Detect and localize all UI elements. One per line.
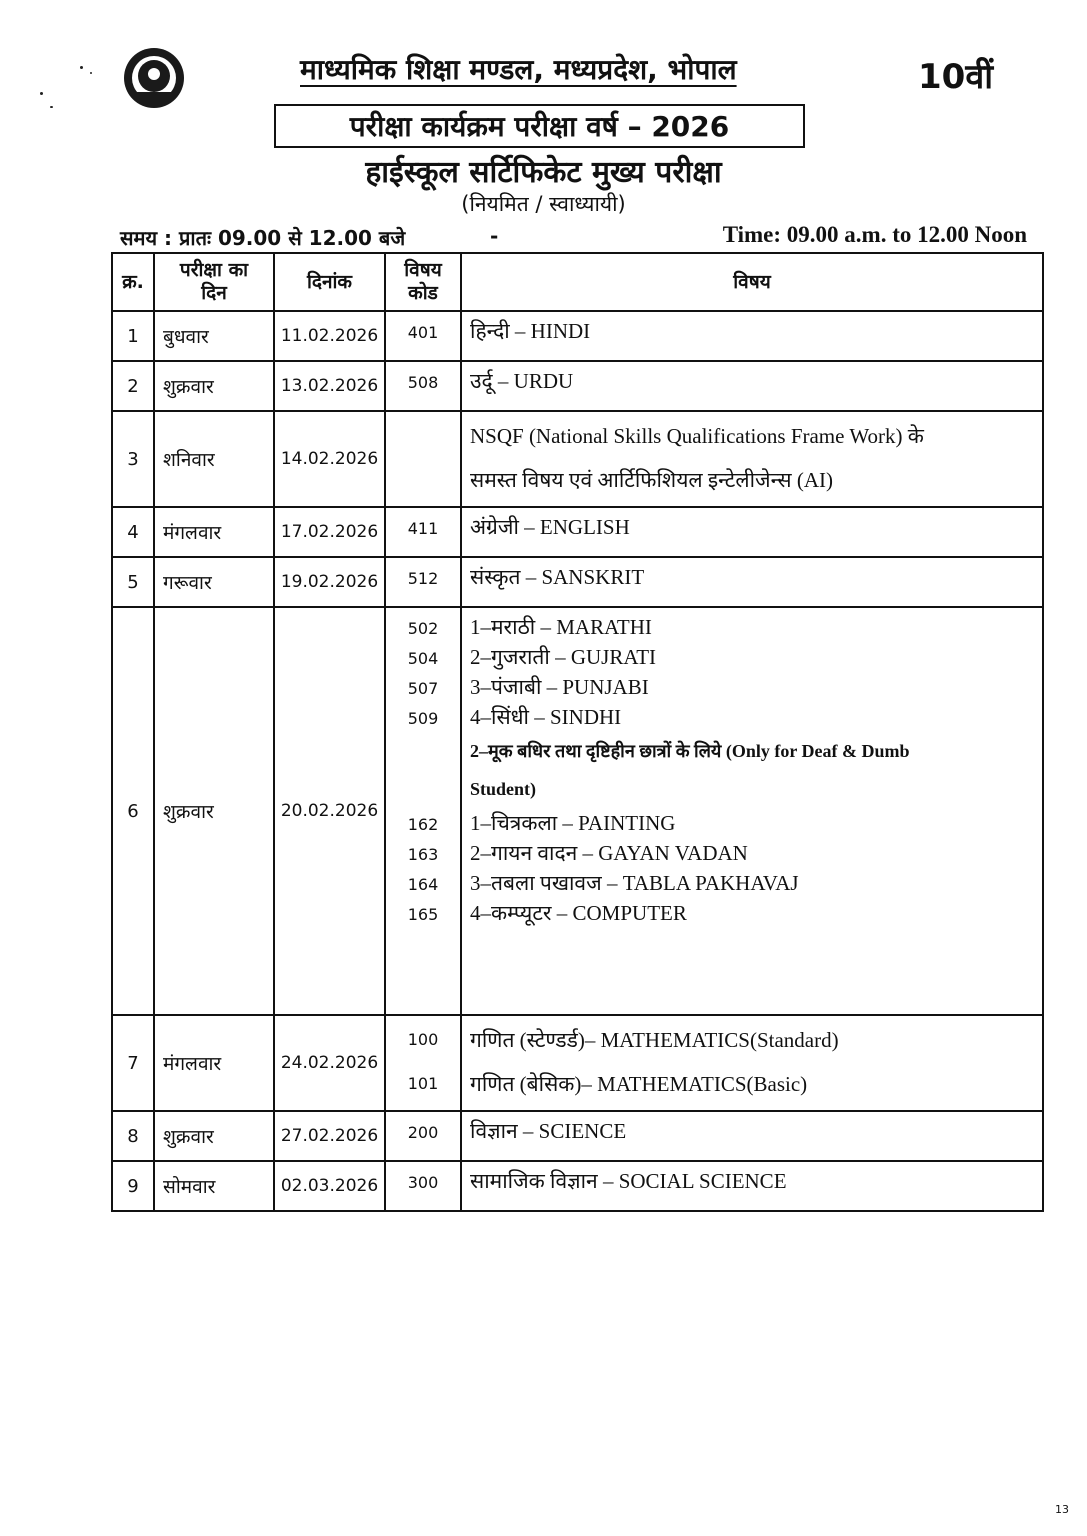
row-serial: 1	[112, 311, 154, 361]
table-row	[112, 1161, 1043, 1211]
exam-type: (नियमित / स्वाध्यायी)	[461, 192, 626, 216]
row-subjects	[461, 361, 1043, 411]
row-codes	[385, 361, 461, 411]
row-day: सोमवार	[154, 1161, 274, 1211]
row-codes	[385, 1015, 461, 1111]
subject-line: 1–मराठी – MARATHI	[470, 615, 652, 639]
subject-code: 411	[407, 519, 439, 538]
subject-line: 2–गायन वादन – GAYAN VADAN	[470, 841, 748, 865]
time-english: Time: 09.00 a.m. to 12.00 Noon	[722, 222, 1027, 247]
row-serial: 2	[112, 361, 154, 411]
row-day: शुक्रवार	[154, 361, 274, 411]
row-codes	[385, 507, 461, 557]
subject-line: उर्दू – URDU	[470, 369, 574, 393]
subject-code: 507	[407, 679, 439, 698]
table-row	[112, 507, 1043, 557]
row-day: शुक्रवार	[154, 1111, 274, 1161]
row-serial: 5	[112, 557, 154, 607]
row-subjects	[461, 557, 1043, 607]
row-serial: 7	[112, 1015, 154, 1111]
subject-code: 508	[407, 373, 439, 392]
row-day: बुधवार	[154, 311, 274, 361]
row-subjects	[461, 1111, 1043, 1161]
subject-line: सामाजिक विज्ञान – SOCIAL SCIENCE	[470, 1169, 787, 1193]
row-date: 17.02.2026	[274, 507, 385, 557]
row-codes	[385, 311, 461, 361]
subject-code	[386, 418, 460, 448]
subject-code: 163	[407, 845, 439, 864]
row-date: 20.02.2026	[274, 607, 385, 1015]
subject-code: 200	[407, 1123, 439, 1142]
subject-code: 164	[407, 875, 439, 894]
row-day: शनिवार	[154, 411, 274, 507]
table-row	[112, 1111, 1043, 1161]
table-row	[112, 411, 1043, 507]
row-codes	[385, 411, 461, 507]
row-serial: 9	[112, 1161, 154, 1211]
header-code: विषय कोड	[385, 253, 461, 311]
subject-line: 1–चित्रकला – PAINTING	[470, 811, 676, 835]
subject-code: 401	[407, 323, 439, 342]
subject-line: Student)	[470, 779, 537, 799]
scan-speck	[40, 92, 43, 95]
table-row	[112, 1015, 1043, 1111]
row-codes	[385, 607, 461, 1015]
time-hindi: समय : प्रातः 09.00 से 12.00 बजे	[120, 226, 406, 250]
subject-code: 101	[407, 1074, 439, 1093]
table-row	[112, 361, 1043, 411]
row-serial: 6	[112, 607, 154, 1015]
subject-code	[386, 772, 460, 810]
subject-line: हिन्दी – HINDI	[470, 319, 591, 343]
exam-schedule-table	[111, 252, 1044, 1212]
row-subjects	[461, 1161, 1043, 1211]
row-date: 19.02.2026	[274, 557, 385, 607]
scan-speck	[90, 72, 92, 74]
row-date: 02.03.2026	[274, 1161, 385, 1211]
board-seal-logo	[122, 46, 186, 110]
time-separator: -	[490, 224, 499, 248]
table-row	[112, 557, 1043, 607]
table-header-row	[112, 253, 1043, 311]
subject-line: अंग्रेजी – ENGLISH	[470, 515, 630, 539]
subject-code: 504	[407, 649, 439, 668]
subject-line: 3–तबला पखावज – TABLA PAKHAVAJ	[470, 871, 799, 895]
exam-name: हाईस्कूल सर्टिफिकेट मुख्य परीक्षा	[365, 155, 722, 190]
row-date: 14.02.2026	[274, 411, 385, 507]
scan-speck	[80, 66, 83, 69]
row-day: मंगलवार	[154, 1015, 274, 1111]
subject-line: समस्त विषय एवं आर्टिफिशियल इन्टेलीजेन्स (AI)	[470, 468, 833, 492]
row-date: 11.02.2026	[274, 311, 385, 361]
row-codes	[385, 1111, 461, 1161]
subject-code: 502	[407, 619, 439, 638]
header-subject: विषय	[461, 253, 1043, 311]
page-number: 13	[1055, 1503, 1069, 1516]
table-row	[112, 311, 1043, 361]
row-codes	[385, 557, 461, 607]
row-codes	[385, 1161, 461, 1211]
row-serial: 3	[112, 411, 154, 507]
subject-line: 2–मूक बधिर तथा दृष्टिहीन छात्रों के लिये (Only for Deaf & Dumb	[470, 741, 910, 761]
subject-code	[386, 734, 460, 772]
subject-line: NSQF (National Skills Qualifications Frame Work) के	[470, 424, 924, 448]
subject-line: गणित (बेसिक)– MATHEMATICS(Basic)	[470, 1072, 808, 1096]
row-subjects	[461, 607, 1043, 1015]
row-subjects	[461, 1015, 1043, 1111]
program-title: परीक्षा कार्यक्रम परीक्षा वर्ष – 2026	[274, 104, 805, 148]
row-subjects	[461, 507, 1043, 557]
header-date: दिनांक	[274, 253, 385, 311]
row-day: मंगलवार	[154, 507, 274, 557]
row-subjects	[461, 311, 1043, 361]
row-date: 24.02.2026	[274, 1015, 385, 1111]
row-serial: 8	[112, 1111, 154, 1161]
subject-line: विज्ञान – SCIENCE	[470, 1119, 627, 1143]
subject-line: गणित (स्टेण्डर्ड)– MATHEMATICS(Standard)	[470, 1028, 839, 1052]
row-subjects	[461, 411, 1043, 507]
row-serial: 4	[112, 507, 154, 557]
scan-speck	[50, 106, 53, 108]
subject-code: 512	[407, 569, 439, 588]
header-serial: क्र.	[112, 253, 154, 311]
subject-code: 509	[407, 709, 439, 728]
row-date: 13.02.2026	[274, 361, 385, 411]
header-day: परीक्षा का दिन	[154, 253, 274, 311]
table-row	[112, 607, 1043, 1015]
subject-line: 4–कम्प्यूटर – COMPUTER	[470, 901, 687, 925]
row-day: शुक्रवार	[154, 607, 274, 1015]
subject-line: संस्कृत – SANSKRIT	[470, 565, 645, 589]
subject-code: 162	[407, 815, 439, 834]
row-day: गरूवार	[154, 557, 274, 607]
class-label: 10वीं	[918, 57, 994, 97]
subject-code: 300	[407, 1173, 439, 1192]
subject-code: 100	[407, 1030, 439, 1049]
subject-line: 3–पंजाबी – PUNJABI	[470, 675, 649, 699]
row-date: 27.02.2026	[274, 1111, 385, 1161]
board-name: माध्यमिक शिक्षा मण्डल, मध्यप्रदेश, भोपाल	[300, 53, 737, 86]
subject-line: 2–गुजराती – GUJRATI	[470, 645, 657, 669]
subject-line: 4–सिंधी – SINDHI	[470, 705, 622, 729]
subject-code: 165	[407, 905, 439, 924]
